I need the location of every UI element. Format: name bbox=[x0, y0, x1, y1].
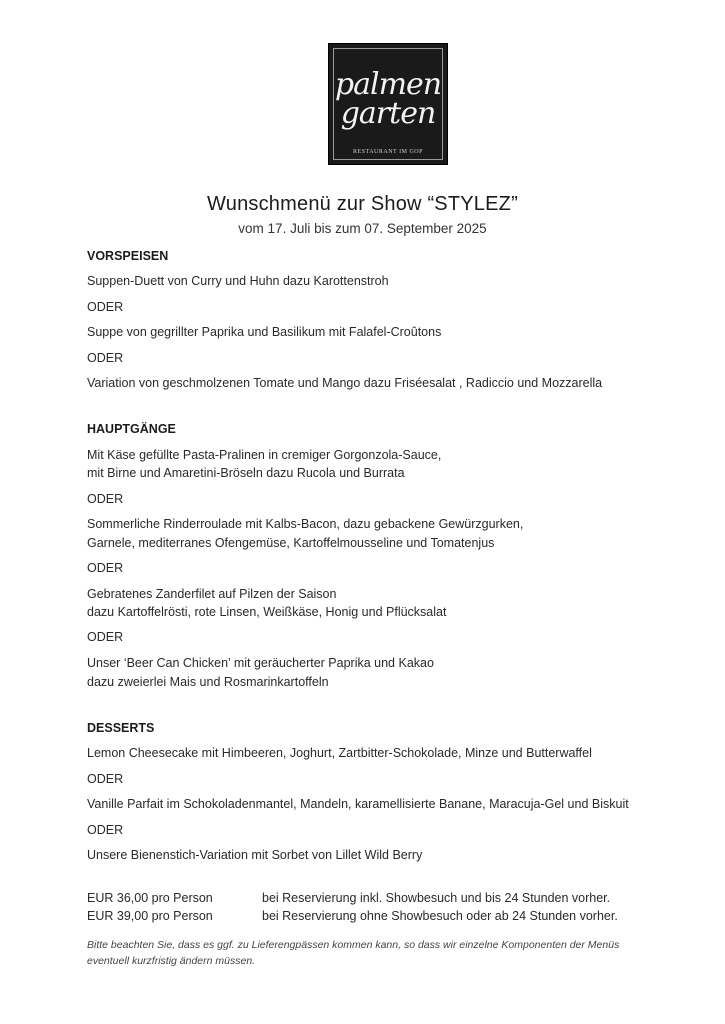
price-row bbox=[87, 891, 610, 905]
price-row bbox=[87, 909, 618, 923]
menu-item-line: Sommerliche Rinderroulade mit Kalbs-Bacon, dazu gebackene Gewürzgurken, bbox=[87, 517, 524, 531]
logo-word-2: garten bbox=[340, 96, 436, 131]
menu-item-line: mit Birne und Amaretini-Bröseln dazu Rucola und Burrata bbox=[87, 466, 405, 480]
section-heading-vorspeisen: VORSPEISEN bbox=[87, 249, 169, 263]
or-separator: ODER bbox=[87, 300, 124, 314]
menu-item: Suppen-Duett von Curry und Huhn dazu Karottenstroh bbox=[87, 274, 389, 288]
price-amount: EUR 39,00 pro Person bbox=[87, 909, 213, 923]
disclaimer-note bbox=[87, 937, 697, 969]
price-condition: bei Reservierung inkl. Showbesuch und bis 24 Stunden vorher. bbox=[262, 891, 611, 905]
logo-word-1: palmen bbox=[334, 67, 442, 102]
or-separator: ODER bbox=[87, 492, 124, 506]
menu-title: Wunschmenü zur Show “STYLEZ” bbox=[207, 193, 518, 215]
menu-item-line: Mit Käse gefüllte Pasta-Pralinen in cremiger Gorgonzola-Sauce, bbox=[87, 448, 442, 462]
menu-item: Variation von geschmolzenen Tomate und Mango dazu Friséesalat , Radiccio und Mozzarella bbox=[87, 376, 603, 390]
or-separator: ODER bbox=[87, 772, 124, 786]
menu-date-range: vom 17. Juli bis zum 07. September 2025 bbox=[238, 221, 487, 236]
menu-item: Vanille Parfait im Schokoladenmantel, Mandeln, karamellisierte Banane, Maracuja-Gel und Biskuit bbox=[87, 797, 629, 811]
disclaimer-line: eventuell kurzfristig ändern müssen. bbox=[87, 955, 256, 967]
price-amount: EUR 36,00 pro Person bbox=[87, 891, 213, 905]
or-separator: ODER bbox=[87, 823, 124, 837]
or-separator: ODER bbox=[87, 561, 124, 575]
menu-item: Unsere Bienenstich-Variation mit Sorbet von Lillet Wild Berry bbox=[87, 848, 423, 862]
disclaimer-line: Bitte beachten Sie, dass es ggf. zu Lieferengpässen kommen kann, so dass wir einzelne Komponenten der Menüs bbox=[87, 939, 620, 951]
or-separator: ODER bbox=[87, 351, 124, 365]
menu-item-line: Garnele, mediterranes Ofengemüse, Kartoffelmousseline und Tomatenjus bbox=[87, 536, 495, 550]
menu-item-line: dazu zweierlei Mais und Rosmarinkartoffeln bbox=[87, 675, 329, 689]
menu-item: Suppe von gegrillter Paprika und Basilikum mit Falafel-Croûtons bbox=[87, 325, 442, 339]
or-separator: ODER bbox=[87, 630, 124, 644]
menu-item: Lemon Cheesecake mit Himbeeren, Joghurt, Zartbitter-Schokolade, Minze und Butterwaffel bbox=[87, 746, 592, 760]
logo-subtitle: RESTAURANT IM GOP bbox=[353, 149, 423, 155]
restaurant-logo bbox=[328, 43, 448, 165]
section-heading-hauptgaenge: HAUPTGÄNGE bbox=[87, 422, 176, 436]
price-condition: bei Reservierung ohne Showbesuch oder ab 24 Stunden vorher. bbox=[262, 909, 618, 923]
section-heading-desserts: DESSERTS bbox=[87, 721, 155, 735]
menu-item-line: Gebratenes Zanderfilet auf Pilzen der Saison bbox=[87, 587, 337, 601]
menu-item-line: Unser ‘Beer Can Chicken’ mit geräucherter Paprika und Kakao bbox=[87, 656, 434, 670]
menu-item-line: dazu Kartoffelrösti, rote Linsen, Weißkäse, Honig und Pflücksalat bbox=[87, 605, 447, 619]
